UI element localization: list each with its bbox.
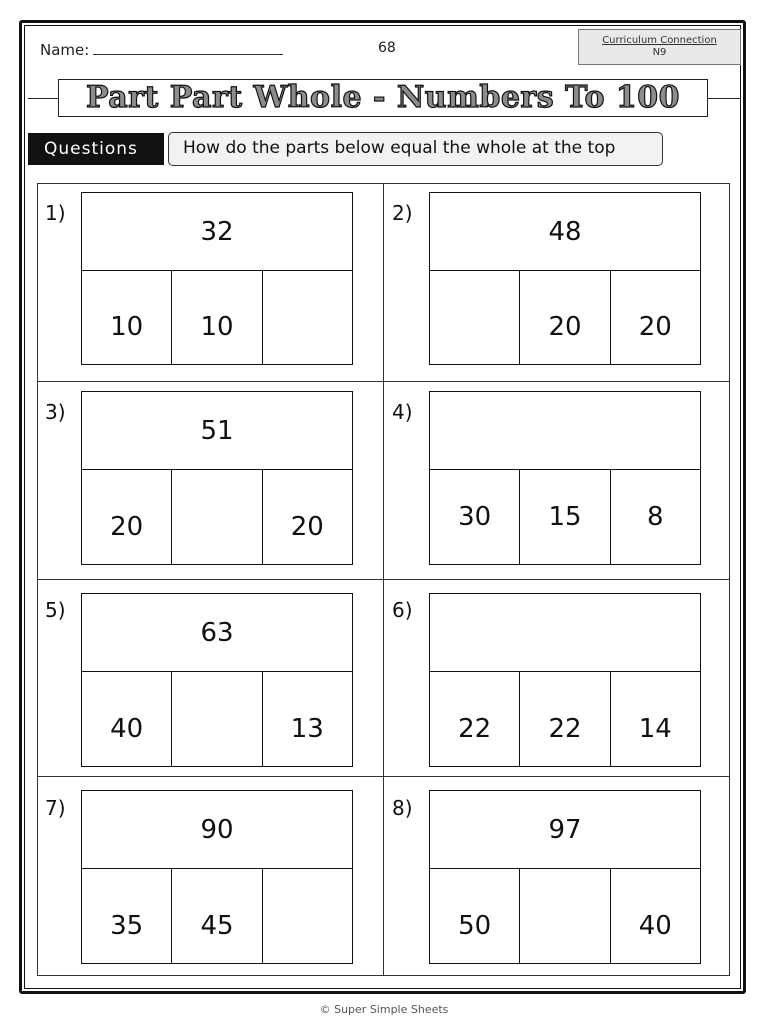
part-part-whole-box (429, 391, 701, 565)
part-cell[interactable]: 30 (430, 470, 520, 564)
curriculum-title: Curriculum Connection (602, 35, 717, 46)
parts-row (430, 869, 700, 963)
part-cell[interactable] (430, 271, 520, 364)
worksheet-title: Part Part Whole - Numbers To 100 (58, 79, 708, 117)
questions-instruction: How do the parts below equal the whole at the top (168, 132, 663, 166)
part-cell[interactable]: 22 (520, 672, 610, 766)
part-cell[interactable] (520, 869, 610, 963)
curriculum-code: N9 (652, 47, 667, 58)
problem-number: 6) (392, 598, 413, 622)
name-field[interactable] (40, 40, 283, 59)
part-part-whole-box (81, 391, 353, 565)
parts-row (430, 271, 700, 364)
part-part-whole-box (81, 192, 353, 365)
parts-row (430, 672, 700, 766)
part-cell[interactable] (172, 672, 262, 766)
problem-number: 1) (45, 201, 66, 225)
problem-number: 2) (392, 201, 413, 225)
parts-row (430, 470, 700, 564)
part-part-whole-box (429, 192, 701, 365)
part-cell[interactable]: 8 (647, 502, 664, 532)
curriculum-connection (578, 29, 741, 65)
problem-number: 4) (392, 400, 413, 424)
name-line[interactable] (93, 40, 283, 55)
whole-cell[interactable]: 97 (430, 791, 700, 869)
part-cell[interactable]: 35 (82, 869, 172, 963)
part-part-whole-box (429, 790, 701, 964)
whole-cell[interactable]: 90 (82, 791, 352, 869)
part-part-whole-box (81, 790, 353, 964)
grid-divider-row-2 (37, 579, 730, 580)
whole-cell[interactable] (430, 392, 700, 470)
part-cell[interactable]: 20 (638, 312, 672, 342)
part-cell[interactable]: 20 (290, 512, 324, 542)
part-cell[interactable]: 20 (520, 271, 610, 364)
part-part-whole-box (81, 593, 353, 767)
part-cell[interactable]: 50 (430, 869, 520, 963)
name-label: Name: (40, 41, 90, 59)
part-cell[interactable] (263, 869, 352, 963)
problem-number: 8) (392, 796, 413, 820)
part-part-whole-box (429, 593, 701, 767)
grid-divider-row-1 (37, 381, 730, 382)
questions-label: Questions (28, 133, 164, 165)
part-cell[interactable]: 14 (638, 714, 672, 744)
whole-cell[interactable]: 32 (82, 193, 352, 271)
part-cell[interactable]: 22 (430, 672, 520, 766)
part-cell[interactable] (263, 271, 352, 364)
whole-cell[interactable] (430, 594, 700, 672)
part-cell[interactable] (172, 470, 262, 564)
part-cell[interactable]: 40 (638, 911, 672, 941)
parts-row (82, 869, 352, 963)
part-cell[interactable]: 45 (172, 869, 262, 963)
parts-row (82, 470, 352, 564)
part-cell[interactable]: 10 (82, 271, 172, 364)
part-cell[interactable]: 13 (290, 714, 324, 744)
whole-cell[interactable]: 48 (430, 193, 700, 271)
problem-number: 7) (45, 796, 66, 820)
whole-cell[interactable]: 51 (82, 392, 352, 470)
parts-row (82, 672, 352, 766)
part-cell[interactable]: 10 (172, 271, 262, 364)
part-cell[interactable]: 40 (82, 672, 172, 766)
problem-number: 3) (45, 400, 66, 424)
whole-cell[interactable]: 63 (82, 594, 352, 672)
footer-copyright: © Super Simple Sheets (319, 1003, 449, 1016)
page-number: 68 (378, 40, 396, 56)
problem-number: 5) (45, 598, 66, 622)
parts-row (82, 271, 352, 364)
grid-divider-row-3 (37, 776, 730, 777)
part-cell[interactable]: 15 (520, 470, 610, 564)
part-cell[interactable]: 20 (82, 470, 172, 564)
